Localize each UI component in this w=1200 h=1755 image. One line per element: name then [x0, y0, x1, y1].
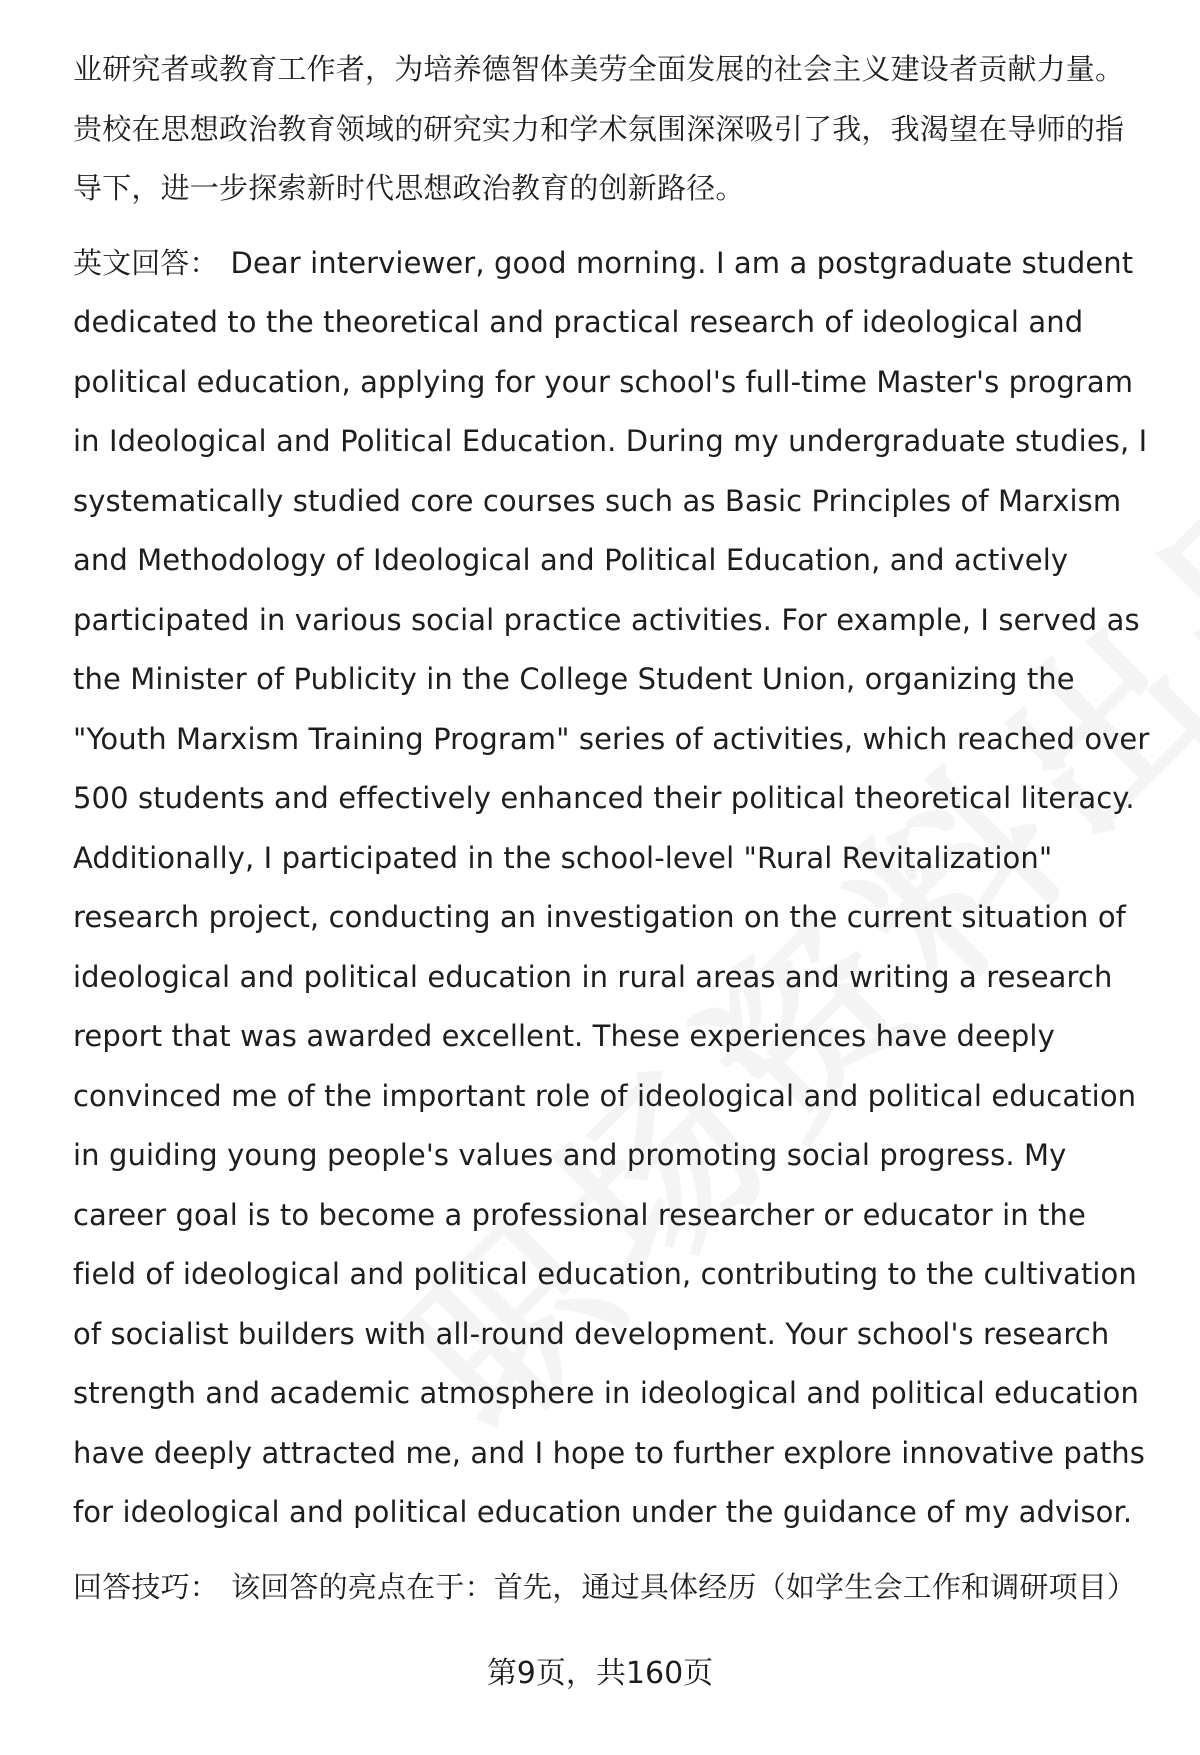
- document-body: [73, 40, 1153, 1617]
- page-indicator: 第9页，共160页: [486, 1656, 714, 1691]
- tips-text: 该回答的亮点在于：首先，通过具体经历（如学生会工作和调研项目）: [231, 1569, 1137, 1604]
- tips-paragraph: [73, 1558, 1153, 1618]
- tips-label: 回答技巧：: [73, 1569, 220, 1604]
- english-answer-label: 英文回答：: [73, 245, 219, 280]
- english-answer-text: Dear interviewer, good morning. I am a postgraduate student dedicated to the theoretical and practical research of ideological and political education, applying for your school's full-time Master's program in Ideological and Political Education. During my undergraduate studies, I systematically studied core courses such as Basic Principles of Marxism and Methodology of Ideological and Political Education, and actively participated in various social practice activities. For example, I served as the Minister of Publicity in the College Student Union, organizing the "Youth Marxism Training Program" series of activities, which reached over 500 students and effectively enhanced their political theoretical literacy. Additionally, I participated in the school-level "Rural Revitalization" research project, conducting an investigation on the current situation of ideological and political education in rural areas and writing a research report that was awarded excellent. These experiences have deeply convinced me of the important role of ideological and political education in guiding young people's values and promoting social progress. My career goal is to become a professional researcher or educator in the field of ideological and political education, contributing to the cultivation of socialist builders with all-round development. Your school's research strength and academic atmosphere in ideological and political education have deeply attracted me, and I hope to further explore innovative paths for ideological and political education under the guidance of my advisor.: [73, 245, 1150, 1529]
- chinese-intro-paragraph: 业研究者或教育工作者，为培养德智体美劳全面发展的社会主义建设者贡献力量。贵校在思想政治教育领域的研究实力和学术氛围深深吸引了我，我渴望在导师的指导下，进一步探索新时代思想政治教育的创新路径。: [73, 52, 1125, 205]
- english-answer-paragraph: [73, 234, 1153, 1543]
